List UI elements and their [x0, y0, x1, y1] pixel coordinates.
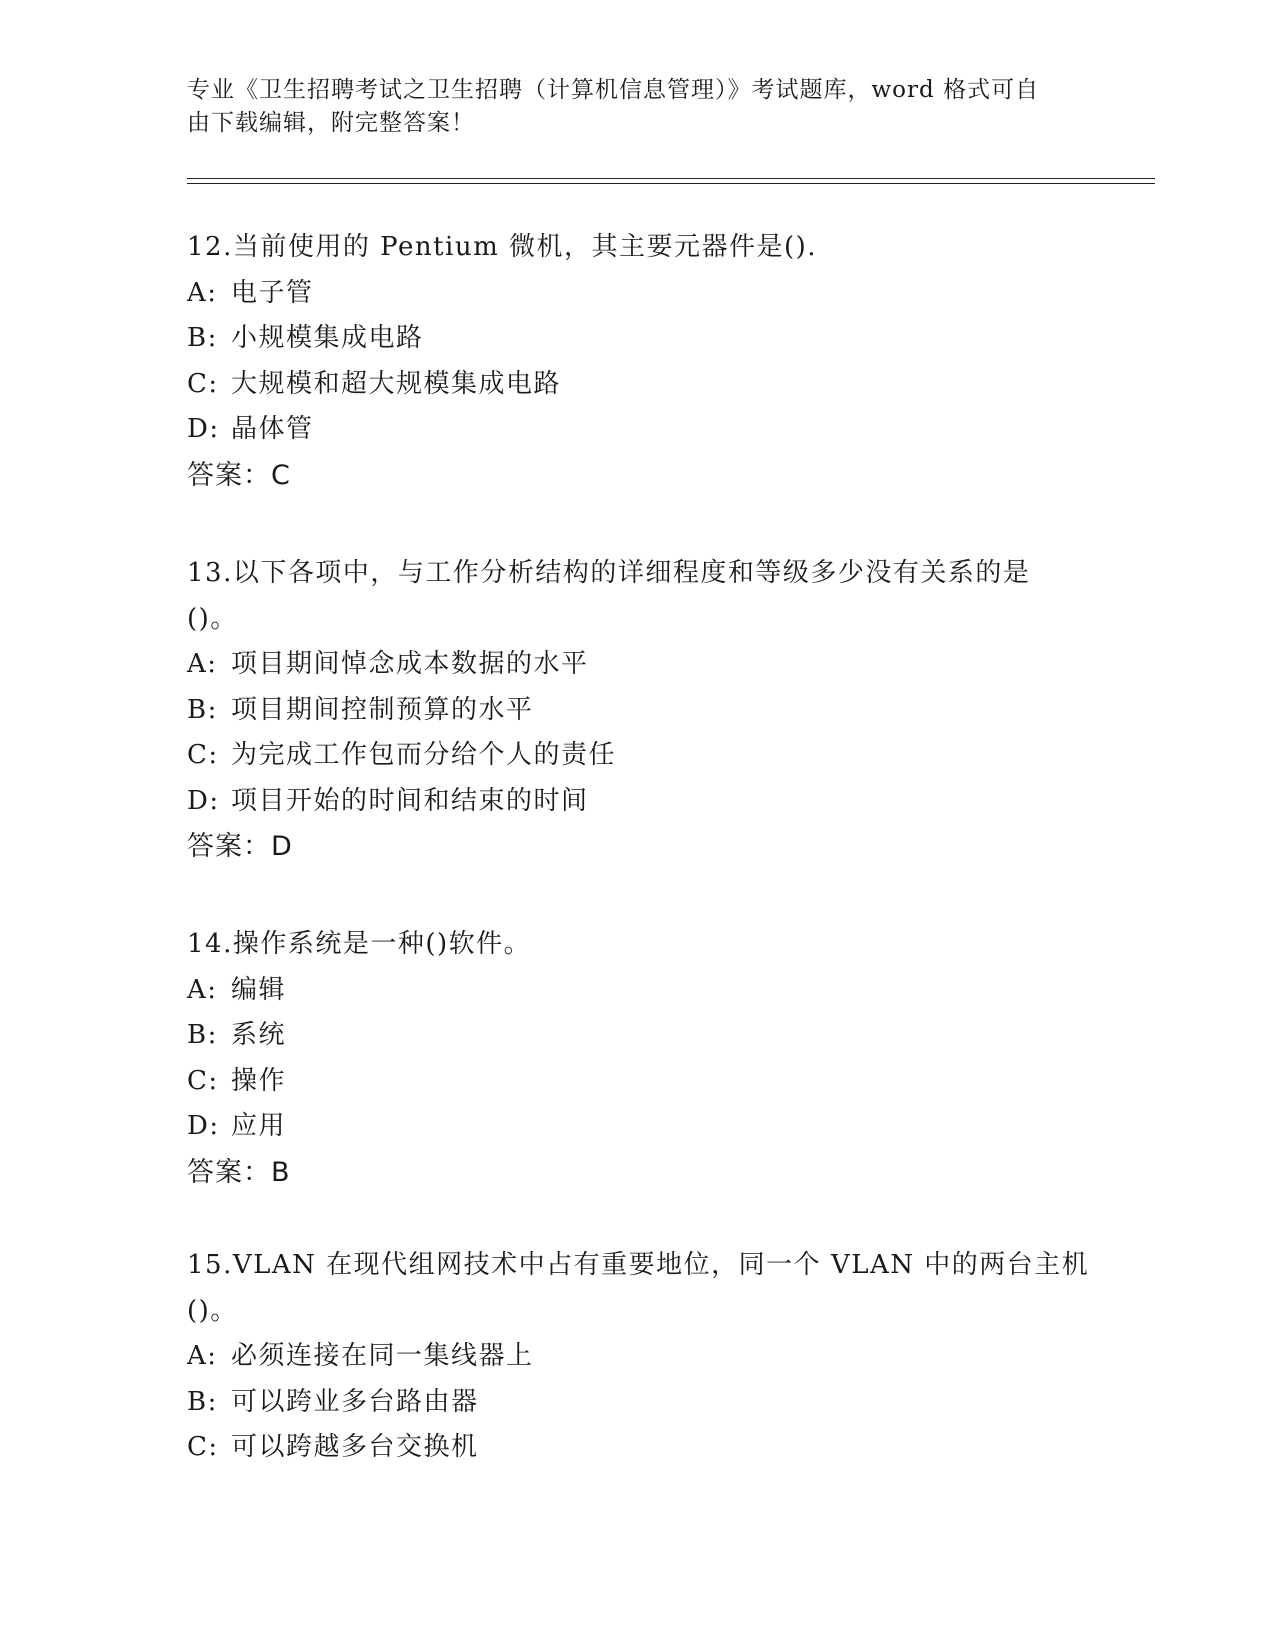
option-letter: D:	[187, 785, 220, 816]
option-c	[187, 733, 1087, 779]
question-15	[187, 1243, 1090, 1471]
header-line-1: 专业《卫生招聘考试之卫生招聘（计算机信息管理）》考试题库，word 格式可自	[187, 77, 1040, 103]
option-text: 项目期间悼念成本数据的水平	[231, 649, 589, 679]
option-letter: A:	[187, 277, 218, 308]
option-c	[187, 1059, 1087, 1105]
option-b	[187, 688, 1087, 734]
option-a	[187, 642, 1087, 688]
option-d	[187, 1104, 1087, 1150]
option-text: 项目期间控制预算的水平	[231, 694, 534, 725]
option-text: 可以跨越多台交换机	[231, 1432, 479, 1462]
question-text: 13.以下各项中，与工作分析结构的详细程度和等级多少没有关系的是	[187, 558, 1031, 588]
option-c	[187, 362, 1087, 408]
answer-line: 答案：C	[187, 459, 291, 491]
option-letter: B:	[187, 694, 218, 725]
header-divider-bottom	[187, 183, 1155, 184]
option-letter: A:	[187, 974, 218, 1005]
option-letter: C:	[187, 1065, 219, 1096]
question-text: 12.当前使用的 Pentium 微机，其主要元器件是().	[187, 232, 818, 262]
option-letter: A:	[187, 649, 218, 679]
option-text: 操作	[231, 1065, 287, 1096]
option-d	[187, 779, 1087, 825]
option-text: 电子管	[231, 277, 314, 308]
option-text: 编辑	[231, 974, 287, 1005]
option-letter: C:	[187, 740, 219, 770]
option-text: 大规模和超大规模集成电路	[231, 368, 562, 399]
option-a	[187, 1334, 1087, 1380]
question-text-continued: ()。	[187, 1295, 238, 1326]
option-letter: C:	[187, 1432, 219, 1462]
option-text: 系统	[231, 1020, 287, 1050]
option-b	[187, 1013, 1087, 1059]
option-text: 应用	[231, 1111, 287, 1141]
option-letter: C:	[187, 368, 219, 399]
header-divider-top	[187, 178, 1155, 179]
question-12	[187, 225, 1087, 498]
option-b	[187, 316, 1087, 362]
header-line-2: 由下载编辑，附完整答案！	[187, 110, 475, 136]
question-text: 14.操作系统是一种()软件。	[187, 929, 532, 959]
option-text: 晶体管	[231, 414, 314, 444]
option-text: 项目开始的时间和结束的时间	[231, 785, 589, 816]
option-text: 可以跨业多台路由器	[231, 1386, 479, 1417]
option-letter: B:	[187, 1386, 218, 1417]
option-a	[187, 968, 1087, 1014]
option-letter: B:	[187, 323, 218, 353]
question-text: 15.VLAN 在现代组网技术中占有重要地位，同一个 VLAN 中的两台主机	[187, 1250, 1090, 1280]
option-b	[187, 1380, 1087, 1426]
question-14	[187, 922, 1087, 1195]
option-letter: B:	[187, 1020, 218, 1050]
question-13	[187, 551, 1087, 870]
option-d	[187, 407, 1087, 453]
answer-line: 答案：D	[187, 831, 293, 862]
option-text: 为完成工作包而分给个人的责任	[231, 740, 617, 770]
option-text: 小规模集成电路	[231, 323, 424, 353]
option-letter: D:	[187, 414, 220, 444]
option-c	[187, 1425, 1087, 1471]
option-a	[187, 271, 1087, 317]
question-text-continued: ()。	[187, 603, 238, 634]
document-header	[187, 74, 1087, 140]
answer-line: 答案：B	[187, 1156, 291, 1188]
option-text: 必须连接在同一集线器上	[231, 1341, 534, 1371]
option-letter: A:	[187, 1341, 218, 1371]
option-letter: D:	[187, 1111, 220, 1141]
